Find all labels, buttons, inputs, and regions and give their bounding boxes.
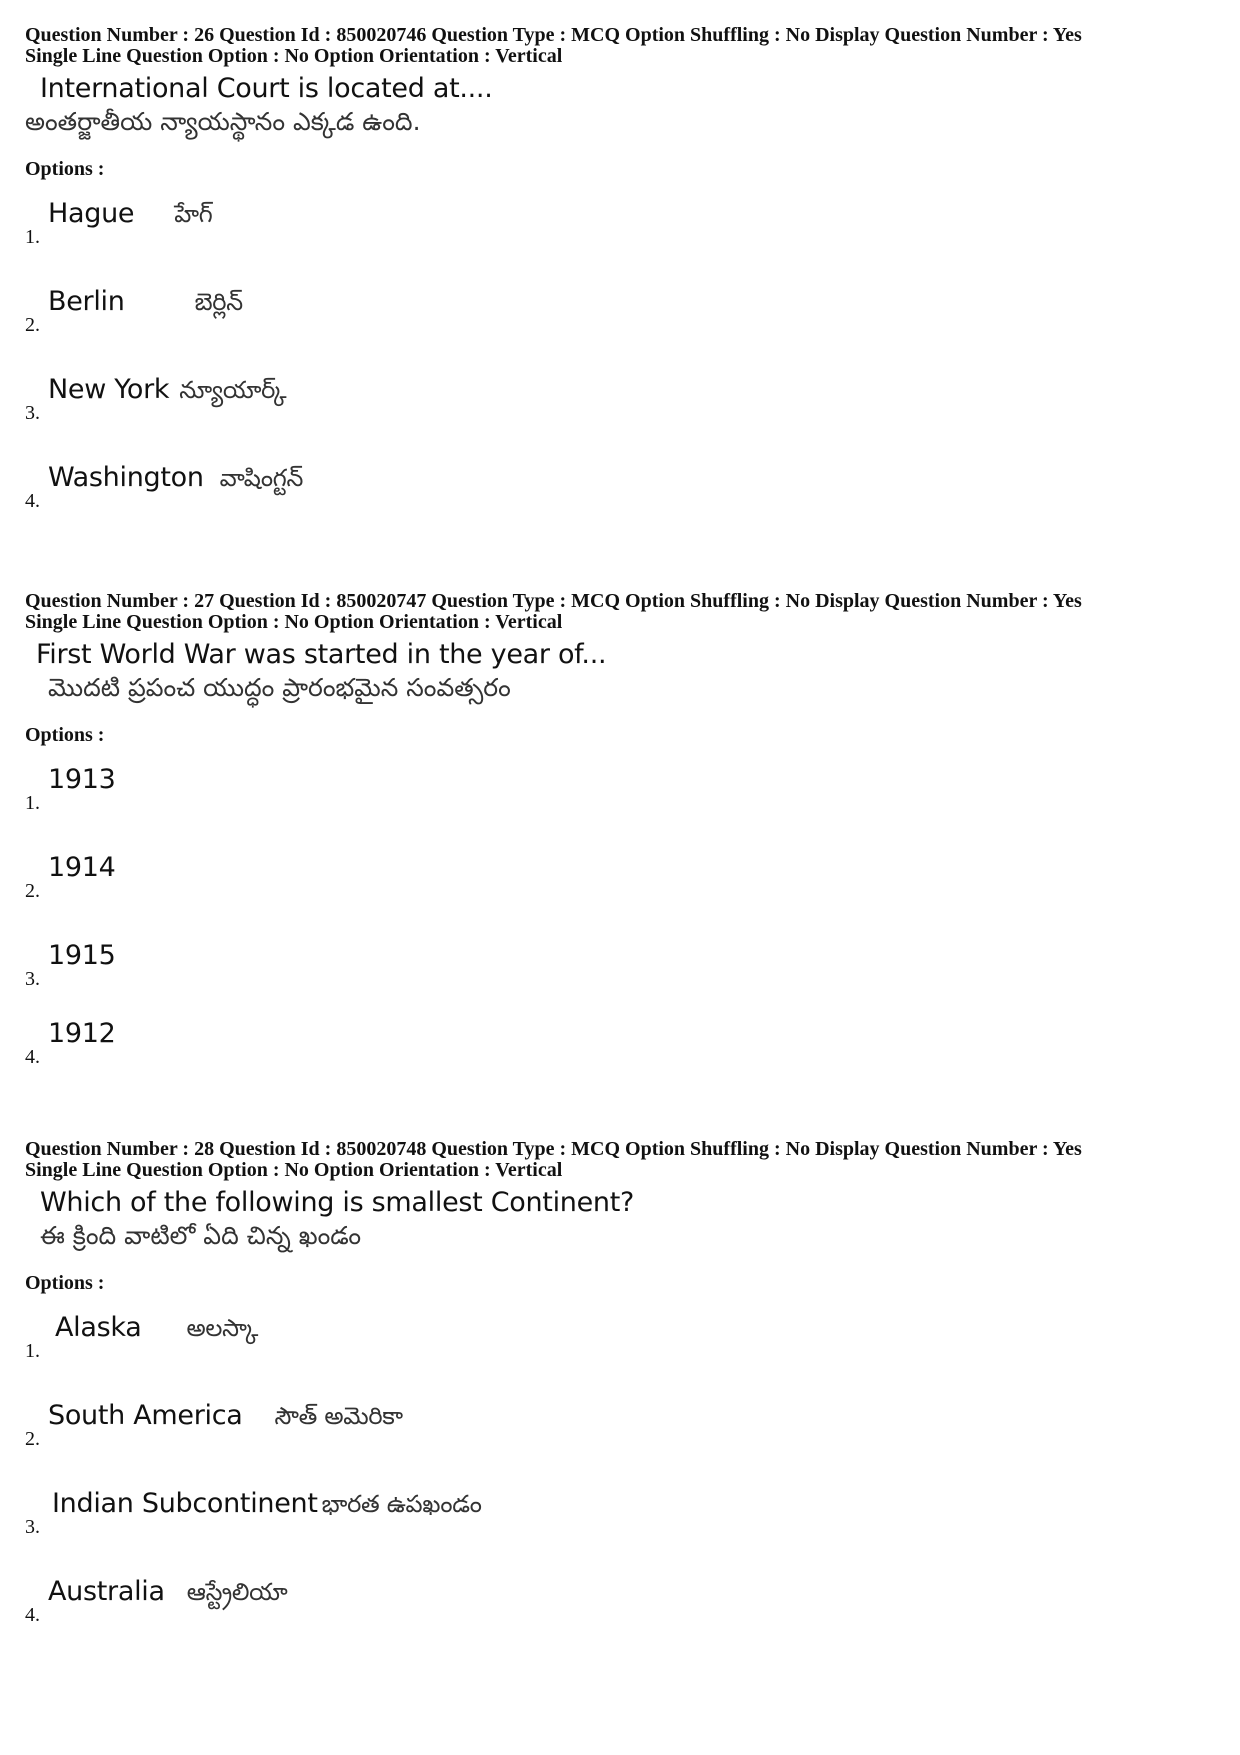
option-2[interactable] — [25, 1388, 1215, 1476]
question-text-te: ఈ క్రింది వాటిలో ఏది చిన్న ఖండం — [40, 1221, 362, 1250]
option-text — [55, 1312, 258, 1348]
option-number: 2. — [25, 314, 40, 336]
question-text-te: మొదటి ప్రపంచ యుద్ధం ప్రారంభమైన సంవత్సరం — [48, 673, 511, 702]
option-text-en: 1914 — [48, 852, 116, 883]
option-text — [48, 462, 303, 498]
option-text-en: 1915 — [48, 940, 116, 971]
option-4[interactable] — [25, 450, 1215, 538]
option-number: 1. — [25, 226, 40, 248]
question-block-28 — [25, 1139, 1215, 1652]
question-meta-line2: Single Line Question Option : No Option Orientation : Vertical — [25, 611, 563, 633]
question-meta-line1: Question Number : 26 Question Id : 850020746 Question Type : MCQ Option Shuffling : No Display Question Number : Yes — [25, 24, 1082, 46]
option-number: 4. — [25, 490, 40, 512]
option-text-en: Indian Subcontinent — [52, 1488, 318, 1519]
option-number: 4. — [25, 1604, 40, 1626]
question-meta-line2: Single Line Question Option : No Option Orientation : Vertical — [25, 45, 563, 67]
option-text-en: New York — [48, 374, 170, 405]
option-text-en: Alaska — [55, 1312, 142, 1343]
option-3[interactable] — [25, 1476, 1215, 1564]
question-meta-line2: Single Line Question Option : No Option Orientation : Vertical — [25, 1159, 563, 1181]
option-text-en: 1913 — [48, 764, 116, 795]
option-text — [48, 852, 116, 883]
option-4[interactable] — [25, 1006, 1215, 1094]
option-text-te: హేగ్ — [174, 200, 213, 228]
question-meta-line1: Question Number : 28 Question Id : 850020748 Question Type : MCQ Option Shuffling : No Display Question Number : Yes — [25, 1138, 1082, 1160]
option-number: 3. — [25, 402, 40, 424]
option-text-te: బెర్లిన్ — [194, 288, 243, 316]
option-text — [52, 1488, 482, 1524]
option-text — [48, 1576, 287, 1612]
option-number: 3. — [25, 968, 40, 990]
question-text-en: International Court is located at.... — [40, 73, 493, 104]
options-label: Options : — [25, 724, 105, 746]
option-2[interactable] — [25, 274, 1215, 362]
option-3[interactable] — [25, 362, 1215, 450]
option-4[interactable] — [25, 1564, 1215, 1652]
option-3[interactable] — [25, 928, 1215, 1006]
option-text-en: South America — [48, 1400, 243, 1431]
option-text-en: Berlin — [48, 286, 125, 317]
option-text-te: అలస్కా — [186, 1314, 258, 1342]
option-text-te: వాషింగ్టన్ — [219, 464, 303, 492]
option-1[interactable] — [25, 186, 1215, 274]
option-text-en: 1912 — [48, 1018, 116, 1049]
option-text — [48, 374, 286, 410]
option-text-te: భారత ఉపఖండం — [321, 1490, 482, 1518]
option-text-te: సౌత్ అమెరికా — [274, 1402, 403, 1430]
option-text-te: న్యూయార్క్ — [179, 376, 287, 404]
option-text-en: Hague — [48, 198, 135, 229]
option-number: 2. — [25, 880, 40, 902]
option-text — [48, 1018, 116, 1049]
option-2[interactable] — [25, 840, 1215, 928]
option-text-te: ఆస్ట్రేలియా — [186, 1578, 288, 1606]
options-label: Options : — [25, 158, 105, 180]
option-text-en: Washington — [48, 462, 204, 493]
option-1[interactable] — [25, 1300, 1215, 1388]
question-block-27 — [25, 591, 1215, 1094]
question-meta-line1: Question Number : 27 Question Id : 850020747 Question Type : MCQ Option Shuffling : No Display Question Number : Yes — [25, 590, 1082, 612]
option-number: 1. — [25, 792, 40, 814]
question-text-en: First World War was started in the year of... — [36, 639, 607, 670]
option-text — [48, 198, 212, 234]
option-number: 4. — [25, 1046, 40, 1068]
option-text — [48, 764, 116, 795]
question-text-en: Which of the following is smallest Continent? — [40, 1187, 635, 1218]
option-text-en: Australia — [48, 1576, 165, 1607]
option-1[interactable] — [25, 752, 1215, 840]
option-text — [48, 940, 116, 971]
option-text — [48, 1400, 403, 1436]
option-number: 2. — [25, 1428, 40, 1450]
question-text-te: అంతర్జాతీయ న్యాయస్థానం ఎక్కడ ఉంది. — [25, 107, 421, 136]
options-label: Options : — [25, 1272, 105, 1294]
question-block-26 — [25, 25, 1215, 538]
option-number: 3. — [25, 1516, 40, 1538]
option-text — [48, 286, 243, 322]
option-number: 1. — [25, 1340, 40, 1362]
